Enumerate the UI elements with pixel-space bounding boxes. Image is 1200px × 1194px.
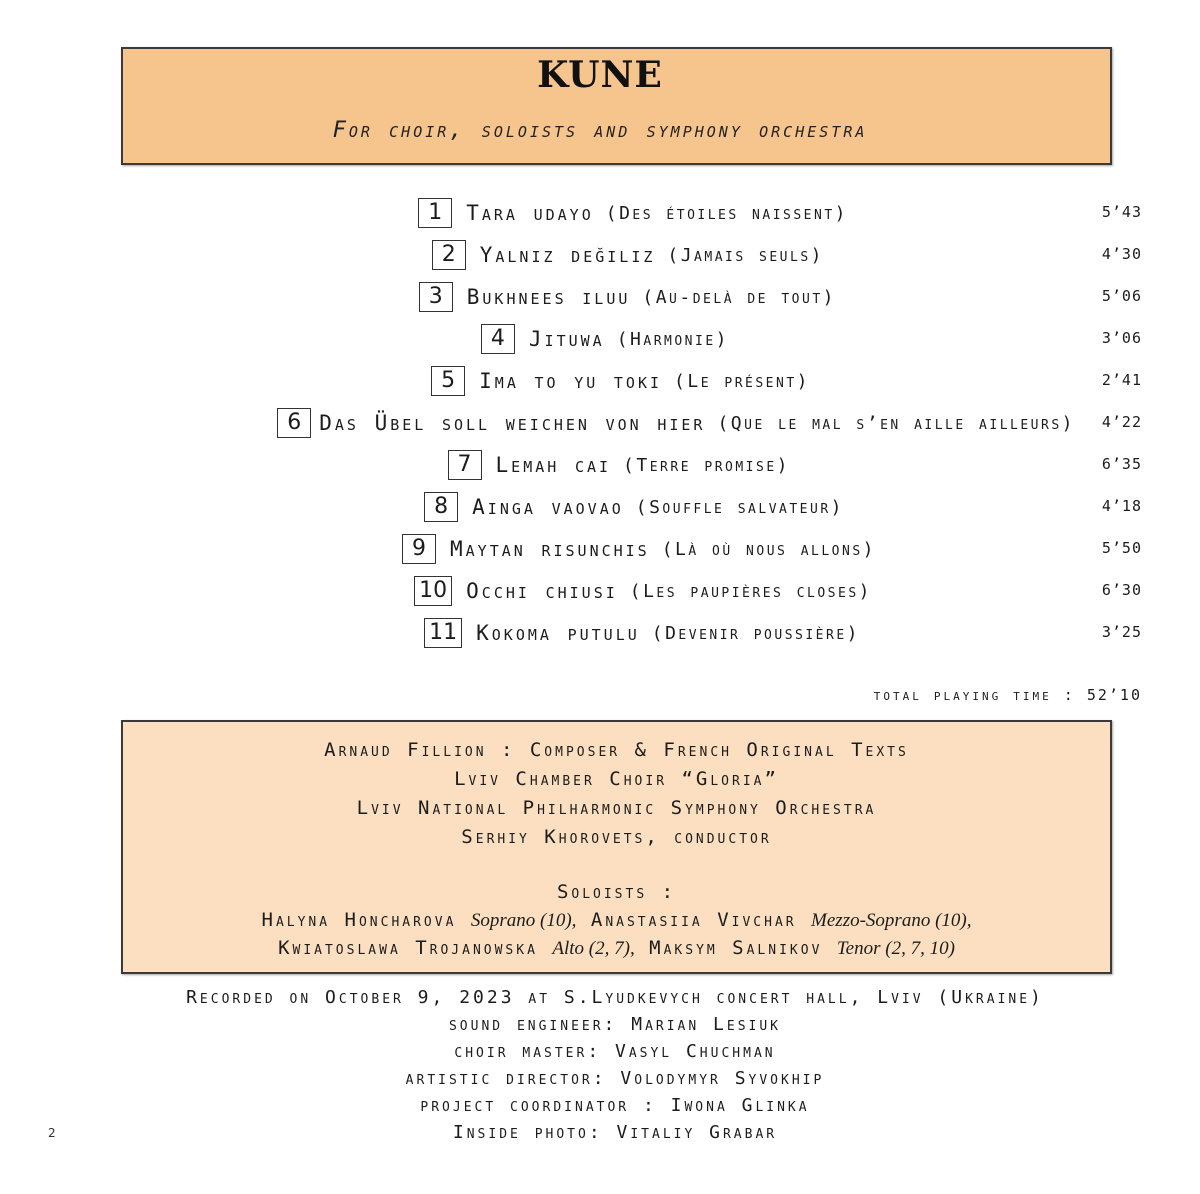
track-row	[0, 447, 1200, 483]
track-row	[0, 489, 1200, 525]
track-row	[0, 531, 1200, 567]
credits-box	[121, 720, 1112, 974]
track-translation: (Souffle salvateur)	[635, 496, 844, 518]
track-duration: 2’41	[1101, 371, 1142, 389]
track-duration: 6’30	[1101, 581, 1142, 599]
track-number: 4	[481, 324, 515, 354]
album-title: KUNE	[537, 54, 663, 96]
soloist-name: Anastasiia Vivchar	[590, 909, 797, 931]
track-translation: (Que le mal s’en aille ailleurs)	[717, 412, 1075, 434]
track-row	[0, 321, 1200, 357]
track-translation: (Au-delà de tout)	[642, 286, 836, 308]
total-playing-time	[874, 686, 1142, 704]
track-title: Tara udayo	[466, 201, 594, 225]
track-row	[0, 405, 1200, 441]
track-duration: 3’06	[1101, 329, 1142, 347]
artistic-director: artistic director: Volodymyr Syvokhip	[405, 1068, 825, 1089]
track-translation: (Le présent)	[674, 370, 810, 392]
track-title: Ima to yu toki	[479, 369, 663, 393]
track-duration: 5’06	[1101, 287, 1142, 305]
track-number: 2	[432, 240, 466, 270]
soloist-voice: Soprano (10),	[470, 910, 577, 931]
track-row	[0, 195, 1200, 231]
soloist-voice: Tenor (2, 7, 10)	[836, 938, 955, 959]
track-duration: 4’18	[1101, 497, 1142, 515]
track-duration: 5’50	[1101, 539, 1142, 557]
recording-info: Recorded on October 9, 2023 at S.Lyudkevych concert hall, Lviv (Ukraine)	[186, 987, 1044, 1008]
track-translation: (Harmonie)	[616, 328, 729, 350]
album-subtitle: For choir, soloists and symphony orchestra	[332, 118, 868, 143]
sound-engineer: sound engineer: Marian Lesiuk	[448, 1014, 782, 1035]
soloist-name: Maksym Salnikov	[649, 937, 823, 959]
track-title: Ainga vaovao	[472, 495, 624, 519]
soloist-name: Kwiatoslawa Trojanowska	[278, 937, 538, 959]
track-number: 6	[277, 408, 311, 438]
track-duration: 4’30	[1101, 245, 1142, 263]
soloists-heading: Soloists :	[556, 881, 677, 903]
credit-composer: Arnaud Fillion : Composer & French Original Texts	[324, 739, 909, 761]
track-number: 11	[424, 618, 462, 648]
track-row	[0, 615, 1200, 651]
track-number: 9	[402, 534, 436, 564]
total-time-value: 52’10	[1086, 686, 1142, 704]
track-number: 8	[424, 492, 458, 522]
credit-choir: Lviv Chamber Choir “Gloria”	[454, 768, 779, 790]
track-number: 7	[448, 450, 482, 480]
photo-credit: Inside photo: Vitaliy Grabar	[452, 1122, 778, 1143]
track-translation: (Jamais seuls)	[667, 244, 824, 266]
choir-master: choir master: Vasyl Chuchman	[454, 1041, 776, 1062]
track-title: Maytan risunchis	[450, 537, 650, 561]
page-number: 2	[48, 1126, 56, 1140]
soloist-voice: Alto (2, 7),	[552, 938, 635, 959]
track-number: 5	[431, 366, 465, 396]
soloists-line-1	[123, 909, 1110, 932]
track-number: 10	[414, 576, 452, 606]
track-translation: (Devenir poussière)	[651, 622, 860, 644]
track-translation: (Des étoiles naissent)	[605, 202, 848, 224]
track-title: Occhi chiusi	[466, 579, 618, 603]
track-duration: 6’35	[1101, 455, 1142, 473]
track-title: Jituwa	[528, 327, 605, 351]
credit-orchestra: Lviv National Philharmonic Symphony Orchestra	[356, 797, 877, 819]
track-row	[0, 363, 1200, 399]
track-title: Kokoma putulu	[476, 621, 640, 645]
soloist-voice: Mezzo-Soprano (10),	[811, 910, 972, 931]
track-title: Yalniz değiliz	[479, 243, 656, 267]
track-title: Bukhnees iluu	[466, 285, 631, 309]
track-duration: 5’43	[1101, 203, 1142, 221]
track-duration: 3’25	[1101, 623, 1142, 641]
project-coordinator: project coordinator : Iwona Glinka	[420, 1095, 810, 1116]
track-row	[0, 573, 1200, 609]
track-number: 1	[418, 198, 452, 228]
track-row	[0, 237, 1200, 273]
track-translation: (Là où nous allons)	[661, 538, 876, 560]
track-number: 3	[419, 282, 453, 312]
track-title: Lemah cai	[495, 453, 612, 477]
track-translation: (Terre promise)	[623, 454, 790, 476]
track-row	[0, 279, 1200, 315]
track-duration: 4’22	[1101, 413, 1142, 431]
track-title: Das Übel soll weichen von hier	[319, 411, 706, 435]
credit-conductor: Serhiy Khorovets, conductor	[461, 826, 772, 848]
soloists-line-2	[123, 937, 1110, 960]
total-time-label: total playing time :	[873, 686, 1076, 704]
soloist-name: Halyna Honcharova	[261, 909, 457, 931]
track-translation: (Les paupières closes)	[629, 580, 872, 602]
